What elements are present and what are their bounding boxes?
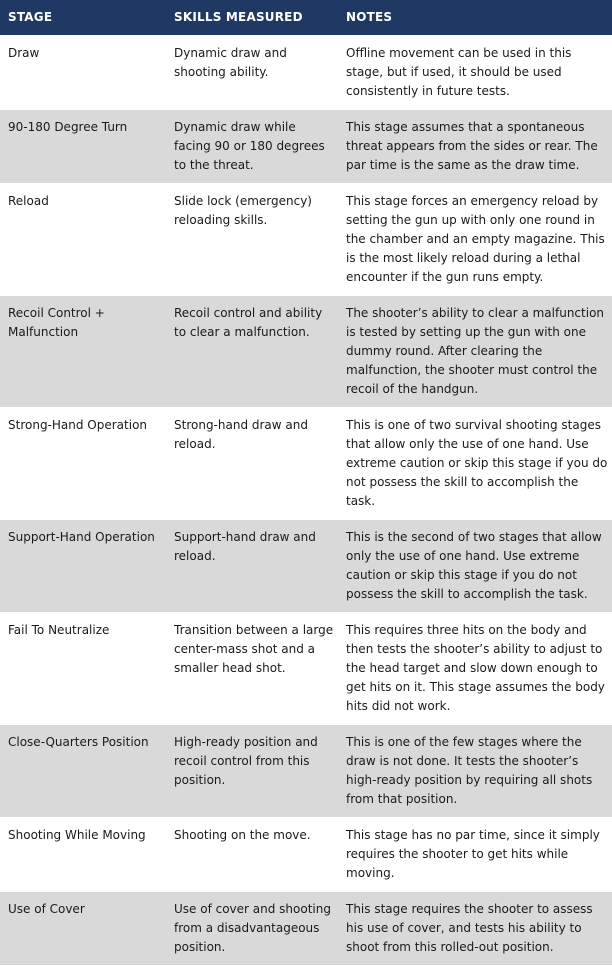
stage-cell: Shooting While Moving [0,817,166,891]
skills-cell: Dynamic draw while facing 90 or 180 degrees to the threat. [166,109,338,183]
table-row [0,35,612,109]
notes-cell: Offline movement can be used in this stage, but if used, it should be used consistently in future tests. [338,35,612,109]
stage-cell: Fail To Neutralize [0,612,166,724]
stage-cell: Support-Hand Operation [0,519,166,612]
header-skills-measured: SKILLS MEASURED [166,0,338,35]
stage-cell: Reload [0,183,166,295]
table-row [0,407,612,519]
notes-cell: This stage requires the shooter to assess his use of cover, and tests his ability to shoot from this rolled-out position. [338,891,612,965]
notes-cell: This stage forces an emergency reload by setting the gun up with only one round in the chamber and an empty magazine. This is the most likely reload during a lethal encounter if the gun runs empty. [338,183,612,295]
notes-cell: This stage assumes that a spontaneous threat appears from the sides or rear. The par time is the same as the draw time. [338,109,612,183]
header-notes: NOTES [338,0,612,35]
notes-cell: This is one of two survival shooting stages that allow only the use of one hand. Use extreme caution or skip this stage if you do not possess the skill to accomplish the task. [338,407,612,519]
skills-cell: Support-hand draw and reload. [166,519,338,612]
table-row [0,612,612,724]
notes-cell: This requires three hits on the body and then tests the shooter’s ability to adjust to the head target and slow down enough to get hits on it. This stage assumes the body hits did not work. [338,612,612,724]
table-row [0,724,612,817]
table-row [0,183,612,295]
stage-cell: Close-Quarters Position [0,724,166,817]
table-row [0,891,612,965]
stage-cell: Draw [0,35,166,109]
table-row [0,109,612,183]
notes-cell: The shooter’s ability to clear a malfunction is tested by setting up the gun with one dummy round. After clearing the malfunction, the shooter must control the recoil of the handgun. [338,295,612,407]
skills-cell: Strong-hand draw and reload. [166,407,338,519]
skills-cell: Shooting on the move. [166,817,338,891]
stage-cell: Strong-Hand Operation [0,407,166,519]
skills-cell: Transition between a large center-mass shot and a smaller head shot. [166,612,338,724]
table-body [0,35,612,965]
stage-cell: Use of Cover [0,891,166,965]
table-row [0,519,612,612]
notes-cell: This is one of the few stages where the draw is not done. It tests the shooter’s high-ready position by requiring all shots from that position. [338,724,612,817]
stage-cell: Recoil Control + Malfunction [0,295,166,407]
table-row [0,817,612,891]
table-header [0,0,612,35]
skills-cell: Recoil control and ability to clear a malfunction. [166,295,338,407]
skills-cell: Use of cover and shooting from a disadvantageous position. [166,891,338,965]
skills-cell: Slide lock (emergency) reloading skills. [166,183,338,295]
header-stage: STAGE [0,0,166,35]
notes-cell: This stage has no par time, since it simply requires the shooter to get hits while moving. [338,817,612,891]
skills-cell: High-ready position and recoil control from this position. [166,724,338,817]
stage-cell: 90-180 Degree Turn [0,109,166,183]
table-row [0,295,612,407]
notes-cell: This is the second of two stages that allow only the use of one hand. Use extreme caution or skip this stage if you do not possess the skill to accomplish the task. [338,519,612,612]
header-row [0,0,612,35]
skills-cell: Dynamic draw and shooting ability. [166,35,338,109]
